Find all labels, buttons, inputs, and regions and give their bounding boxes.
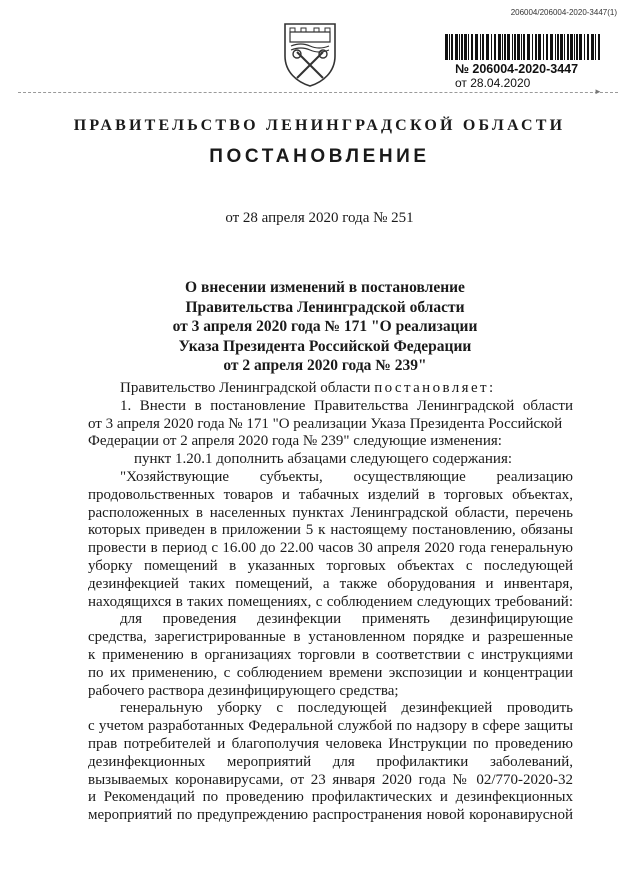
coat-of-arms-icon: [281, 22, 339, 88]
body-line: которых приведен в приложении 5 к настоящему постановлению, обязаны: [88, 522, 573, 539]
divider-mark-icon: ►: [594, 87, 602, 96]
government-name: ПРАВИТЕЛЬСТВО ЛЕНИНГРАДСКОЙ ОБЛАСТИ: [73, 117, 566, 134]
stamp-divider: [18, 92, 618, 93]
decree-date: от 28 апреля 2020 года № 251: [225, 210, 414, 226]
body-line: от 3 апреля 2020 года № 171 "О реализации Указа Президента Российской: [88, 415, 563, 432]
title-line: О внесении изменений в постановление: [185, 279, 465, 296]
body-line: мероприятий по предупреждению распространения новой коронавирусной: [88, 807, 573, 824]
body-line: 1. Внести в постановление Правительства Ленинградской области: [120, 397, 573, 414]
title-line: от 2 апреля 2020 года № 239": [223, 357, 427, 374]
preamble-text: Правительство Ленинградской области: [120, 380, 371, 396]
body-line: средства, зарегистрированные в установленном порядке и разрешенные: [88, 629, 573, 646]
document-reference: 206004/206004-2020-3447(1): [510, 8, 617, 17]
body-line: с учетом разработанных Федеральной службой по надзору в сфере защиты: [88, 718, 573, 735]
body-line: и Рекомендаций по проведению профилактических и дезинфекционных: [88, 789, 573, 806]
preamble: [88, 380, 573, 398]
body-line: дезинфекционных мероприятий для профилактики заболеваний,: [88, 753, 573, 770]
body-line: расположенных в населенных пунктах Ленинградской области, перечень: [88, 504, 573, 521]
title-line: Указа Президента Российской Федерации: [178, 337, 472, 355]
title-line: Правительства Ленинградской области: [185, 298, 465, 316]
body-line: рабочего раствора дезинфицирующего средства;: [88, 682, 399, 699]
body-line: продовольственных товаров и табачных изделий в торговых объектах,: [88, 486, 573, 503]
body-line: Федерации от 2 апреля 2020 года № 239" следующие изменения:: [88, 433, 502, 450]
body-line: "Хозяйствующие субъекты, осуществляющие реализацию: [120, 468, 573, 485]
barcode: [445, 34, 603, 60]
registration-date: от 28.04.2020: [455, 76, 531, 90]
decree-title: [90, 278, 560, 376]
decree-body: [88, 380, 573, 825]
body-line: пункт 1.20.1 дополнить абзацами следующего содержания:: [134, 451, 513, 468]
body-line: прав потребителей и благополучия человека Инструкции по проведению: [88, 735, 573, 752]
document-type: ПОСТАНОВЛЕНИЕ: [209, 146, 430, 167]
body-line: находящихся в таких помещениях, с соблюдением следующих требований:: [88, 593, 573, 610]
body-line: к применению в организациях торговли в соответствии с инструкциями: [88, 646, 573, 663]
body-line: генеральную уборку с последующей дезинфекцией проводить: [120, 700, 573, 717]
body-line: по их применению, с соблюдением времени экспозиции и концентрации: [88, 664, 573, 681]
body-line: уборку помещений в указанных торговых объектах с последующей: [88, 557, 573, 574]
body-line: для проведения дезинфекции применять дезинфицирующие: [120, 611, 573, 628]
title-line: от 3 апреля 2020 года № 171 "О реализации: [172, 318, 478, 335]
body-line: дезинфекцией таких помещений, а также оборудования и инвентаря,: [88, 575, 573, 592]
registration-number: № 206004-2020-3447: [455, 62, 579, 76]
body-line: провести в период с 16.00 до 22.00 часов 30 апреля 2020 года генеральную: [88, 540, 573, 557]
body-line: вызываемых коронавирусами, от 23 января 2020 года № 02/770-2020-32: [88, 771, 573, 788]
preamble-verb: постановляет:: [374, 380, 496, 396]
